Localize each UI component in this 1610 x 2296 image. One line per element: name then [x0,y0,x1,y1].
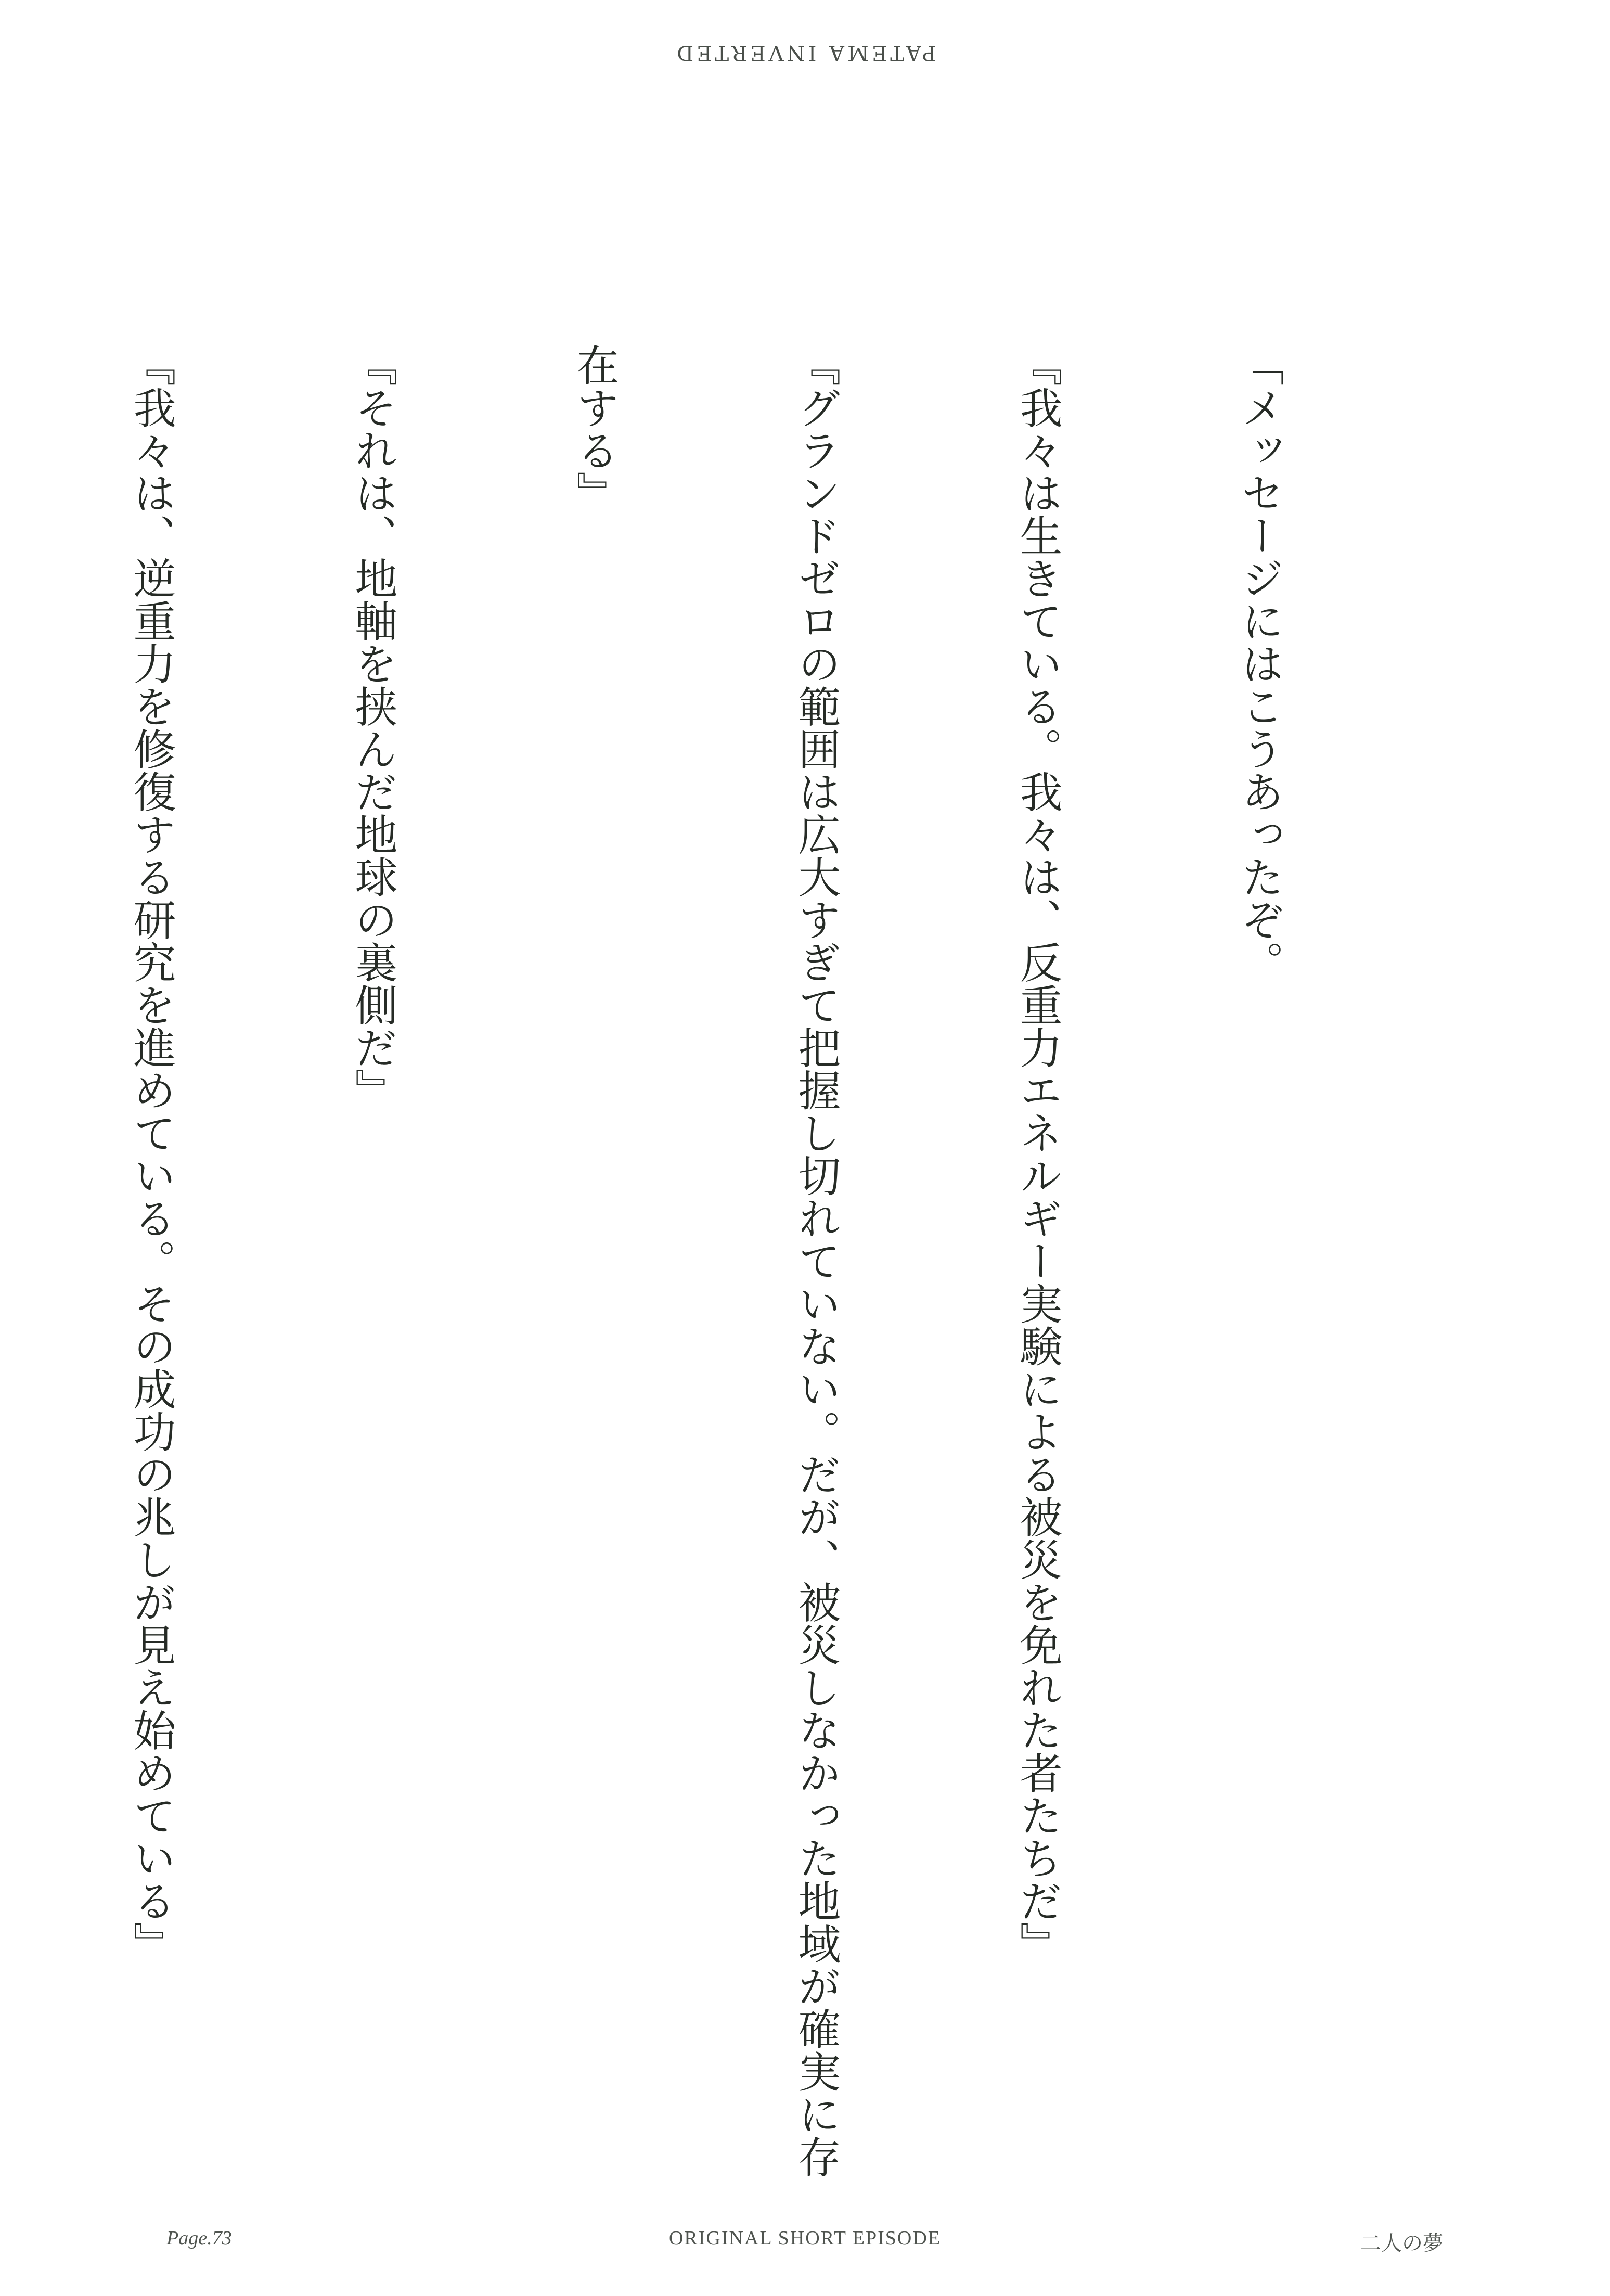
text-line: 「メッセージにはこうあったぞ。 [1234,343,1284,983]
page-number: Page.73 [166,2227,232,2249]
text-line: 『我々は、逆重力を修復する研究を進めている。その成功の兆しが見え始めている』 [126,343,176,1965]
text-line: 『我々は生きている。我々は、反重力エネルギー実験による被災を免れた者たちだ』 [1013,343,1062,1965]
text-line: 『グランドゼロの範囲は広大すぎて把握し切れていない。だが、被災しなかった地域が確実に存 [791,343,841,2178]
running-header-title: PATEMA INVERTED [674,41,936,65]
text-line: 在する』 [570,343,619,514]
footer-chapter-title: 二人の夢 [1360,2231,1444,2255]
text-line: 『それは、地軸を挟んだ地球の裏側だ』 [348,343,397,1111]
footer-section-title: ORIGINAL SHORT EPISODE [668,2227,942,2249]
vertical-body-text [0,343,1444,2178]
